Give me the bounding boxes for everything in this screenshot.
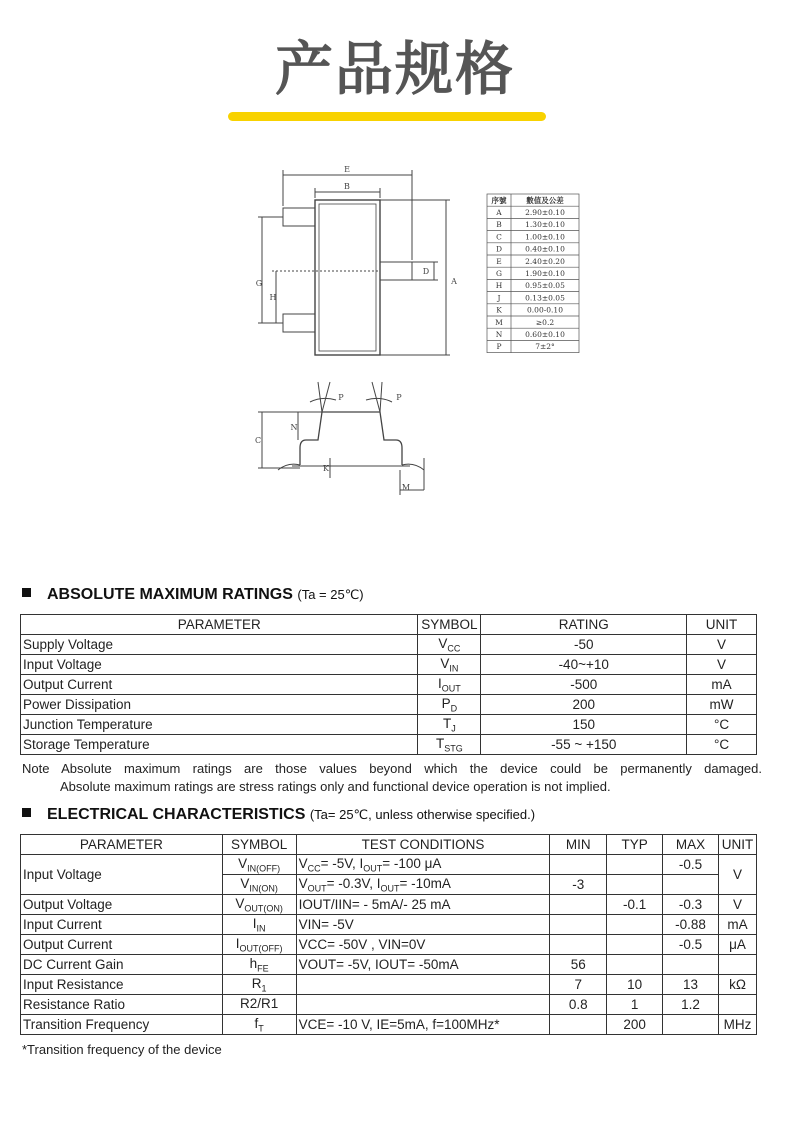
param-cell: Output Current (21, 935, 223, 955)
dim-label-p-right: P (396, 393, 402, 402)
col-header-parameter: PARAMETER (21, 615, 418, 635)
abs-max-note-line2: Absolute maximum ratings are stress ratings only and functional device operation is not implied. (60, 779, 611, 794)
rating-cell: -50 (481, 635, 687, 655)
condition-cell: VOUT= -5V, IOUT= -50mA (296, 955, 550, 975)
symbol-cell: $R_1$ (222, 975, 296, 995)
dimension-symbol: K (496, 305, 502, 315)
param-cell: Output Current (21, 675, 418, 695)
condition-cell: VCC= -50V , VIN=0V (296, 935, 550, 955)
unit-cell: V (718, 895, 756, 915)
table-row (21, 975, 757, 995)
param-cell: Input Current (21, 915, 223, 935)
dimension-value: 0.00-0.10 (527, 305, 563, 315)
dimension-table (486, 193, 580, 355)
abs-max-subtitle: (Ta = 25℃) (297, 587, 364, 602)
col-header-rating: RATING (481, 615, 687, 635)
elec-table (20, 834, 757, 1035)
symbol-cell: $f_T$ (222, 1015, 296, 1035)
symbol-cell: $T_{STG}$ (418, 735, 481, 755)
table-row (21, 895, 757, 915)
dim-label-e: E (344, 165, 350, 174)
max-cell: -0.5 (663, 855, 719, 875)
symbol-cell: $V_{IN(ON)}$ (222, 875, 296, 895)
unit-cell: mA (687, 675, 757, 695)
dimension-symbol: M (495, 317, 503, 327)
dimension-symbol: H (495, 281, 503, 291)
typ-cell: 1 (607, 995, 663, 1015)
min-cell (550, 895, 607, 915)
unit-cell (718, 995, 756, 1015)
rating-cell: 200 (481, 695, 687, 715)
symbol-cell: $T_J$ (418, 715, 481, 735)
typ-cell: 200 (607, 1015, 663, 1035)
symbol-cell: $V_{CC}$ (418, 635, 481, 655)
table-row (21, 675, 757, 695)
unit-cell: °C (687, 735, 757, 755)
condition-cell: VIN= -5V (296, 915, 550, 935)
dimension-symbol: E (496, 256, 502, 266)
dimension-value: 1.30±0.10 (525, 220, 565, 230)
table-row (21, 855, 757, 875)
symbol-cell: $V_{IN(OFF)}$ (222, 855, 296, 875)
unit-cell: V (687, 655, 757, 675)
symbol-cell: $V_{OUT(ON)}$ (222, 895, 296, 915)
dim-label-b: B (344, 182, 350, 191)
param-cell: Power Dissipation (21, 695, 418, 715)
symbol-cell: $I_{IN}$ (222, 915, 296, 935)
unit-cell: mA (718, 915, 756, 935)
dimension-value: 0.60±0.10 (525, 329, 565, 339)
col-header-symbol: SYMBOL (418, 615, 481, 635)
min-cell: -3 (550, 875, 607, 895)
min-cell (550, 855, 607, 875)
dimension-symbol: D (495, 244, 503, 254)
max-cell (663, 875, 719, 895)
bullet-square-icon (22, 588, 31, 597)
unit-cell: μA (718, 935, 756, 955)
symbol-cell: $h_{FE}$ (222, 955, 296, 975)
param-cell: Input Resistance (21, 975, 223, 995)
typ-cell: 10 (607, 975, 663, 995)
dimension-value: ≥0.2 (535, 317, 555, 327)
min-cell (550, 915, 607, 935)
rating-cell: -40~+10 (481, 655, 687, 675)
param-cell: DC Current Gain (21, 955, 223, 975)
table-row (21, 655, 757, 675)
unit-cell: kΩ (718, 975, 756, 995)
dimension-value: 1.00±0.10 (525, 232, 565, 242)
param-cell: Transition Frequency (21, 1015, 223, 1035)
dim-label-d: D (422, 267, 430, 276)
max-cell: -0.3 (663, 895, 719, 915)
typ-cell (607, 955, 663, 975)
dimension-value: 2.90±0.10 (525, 207, 565, 217)
col-header-unit: UNIT (687, 615, 757, 635)
dimension-symbol: J (497, 293, 501, 303)
condition-cell: VCE= -10 V, IE=5mA, f=100MHz* (296, 1015, 550, 1035)
rating-cell: 150 (481, 715, 687, 735)
condition-cell: IOUT/IIN= - 5mA/- 25 mA (296, 895, 550, 915)
param-cell: Storage Temperature (21, 735, 418, 755)
condition-cell (296, 975, 550, 995)
max-cell (663, 955, 719, 975)
param-cell: Junction Temperature (21, 715, 418, 735)
dimension-value: 2.40±0.20 (525, 256, 565, 266)
param-cell: Output Voltage (21, 895, 223, 915)
dimension-value: 0.95±0.05 (525, 281, 565, 291)
elec-footnote: *Transition frequency of the device (22, 1042, 222, 1057)
symbol-cell: $I_{OUT(OFF)}$ (222, 935, 296, 955)
col-header-parameter: PARAMETER (21, 835, 223, 855)
abs-max-note-line1: Note Absolute maximum ratings are those values beyond which the device could be permanently damaged. (22, 761, 762, 776)
col-header-typ: TYP (607, 835, 663, 855)
typ-cell (607, 915, 663, 935)
col-header-max: MAX (663, 835, 719, 855)
dimension-symbol: C (496, 232, 502, 242)
symbol-cell: $P_D$ (418, 695, 481, 715)
typ-cell (607, 875, 663, 895)
min-cell (550, 935, 607, 955)
col-header-test-conditions: TEST CONDITIONS (296, 835, 550, 855)
table-row (21, 1015, 757, 1035)
min-cell (550, 1015, 607, 1035)
dim-label-p-left: P (338, 393, 344, 402)
param-cell: Resistance Ratio (21, 995, 223, 1015)
symbol-cell: $I_{OUT}$ (418, 675, 481, 695)
condition-cell (296, 995, 550, 1015)
page-title: 产品规格 (274, 35, 515, 103)
min-cell: 7 (550, 975, 607, 995)
table-row (21, 635, 757, 655)
dimension-value: 7±2° (535, 342, 555, 352)
abs-max-heading (22, 586, 364, 604)
abs-max-title: ABSOLUTE MAXIMUM RATINGS (47, 586, 293, 603)
title-underline (228, 112, 546, 121)
dim-label-c: C (254, 436, 262, 445)
dimension-symbol: G (496, 268, 502, 278)
unit-cell: mW (687, 695, 757, 715)
abs-max-table (20, 614, 757, 755)
param-cell: Input Voltage (21, 855, 223, 895)
unit-cell: V (687, 635, 757, 655)
symbol-cell: R2/R1 (222, 995, 296, 1015)
bullet-square-icon (22, 808, 31, 817)
dim-label-n: N (290, 423, 298, 432)
table-row (21, 995, 757, 1015)
col-header-unit: UNIT (718, 835, 756, 855)
table-row (21, 695, 757, 715)
unit-cell: °C (687, 715, 757, 735)
dimension-symbol: B (496, 220, 502, 230)
dimension-value: 1.90±0.10 (525, 268, 565, 278)
max-cell: -0.88 (663, 915, 719, 935)
param-cell: Input Voltage (21, 655, 418, 675)
dimension-value: 數值及公差 (526, 195, 564, 205)
unit-cell (718, 955, 756, 975)
symbol-cell: $V_{IN}$ (418, 655, 481, 675)
elec-title: ELECTRICAL CHARACTERISTICS (47, 806, 306, 823)
rating-cell: -55 ~ +150 (481, 735, 687, 755)
typ-cell (607, 935, 663, 955)
max-cell: 1.2 (663, 995, 719, 1015)
dimension-symbol: P (496, 342, 502, 352)
elec-subtitle: (Ta= 25℃, unless otherwise specified.) (309, 807, 536, 822)
dim-label-k: K (323, 464, 329, 473)
elec-heading (22, 806, 535, 824)
col-header-symbol: SYMBOL (222, 835, 296, 855)
dim-label-g: G (255, 279, 263, 288)
table-row (21, 715, 757, 735)
min-cell: 56 (550, 955, 607, 975)
max-cell: -0.5 (663, 935, 719, 955)
typ-cell (607, 855, 663, 875)
table-row (21, 935, 757, 955)
table-row (21, 735, 757, 755)
col-header-min: MIN (550, 835, 607, 855)
dimension-symbol: N (495, 329, 503, 339)
dimension-value: 0.40±0.10 (525, 244, 565, 254)
rating-cell: -500 (481, 675, 687, 695)
unit-cell: V (718, 855, 756, 895)
table-row (21, 955, 757, 975)
dimension-value: 0.13±0.05 (525, 293, 565, 303)
condition-cell: $V_{CC}= -5V$, $I_{OUT}= -100$ μA (296, 855, 550, 875)
min-cell: 0.8 (550, 995, 607, 1015)
dim-label-a: A (451, 277, 457, 286)
dim-label-h: H (269, 293, 277, 302)
table-row (21, 915, 757, 935)
condition-cell: $V_{OUT}= -0.3V$, $I_{OUT}= -10mA$ (296, 875, 550, 895)
dim-label-m: M (401, 483, 411, 492)
max-cell (663, 1015, 719, 1035)
param-cell: Supply Voltage (21, 635, 418, 655)
dimension-symbol: 序號 (491, 195, 507, 205)
typ-cell: -0.1 (607, 895, 663, 915)
unit-cell: MHz (718, 1015, 756, 1035)
max-cell: 13 (663, 975, 719, 995)
dimension-symbol: A (496, 207, 502, 217)
